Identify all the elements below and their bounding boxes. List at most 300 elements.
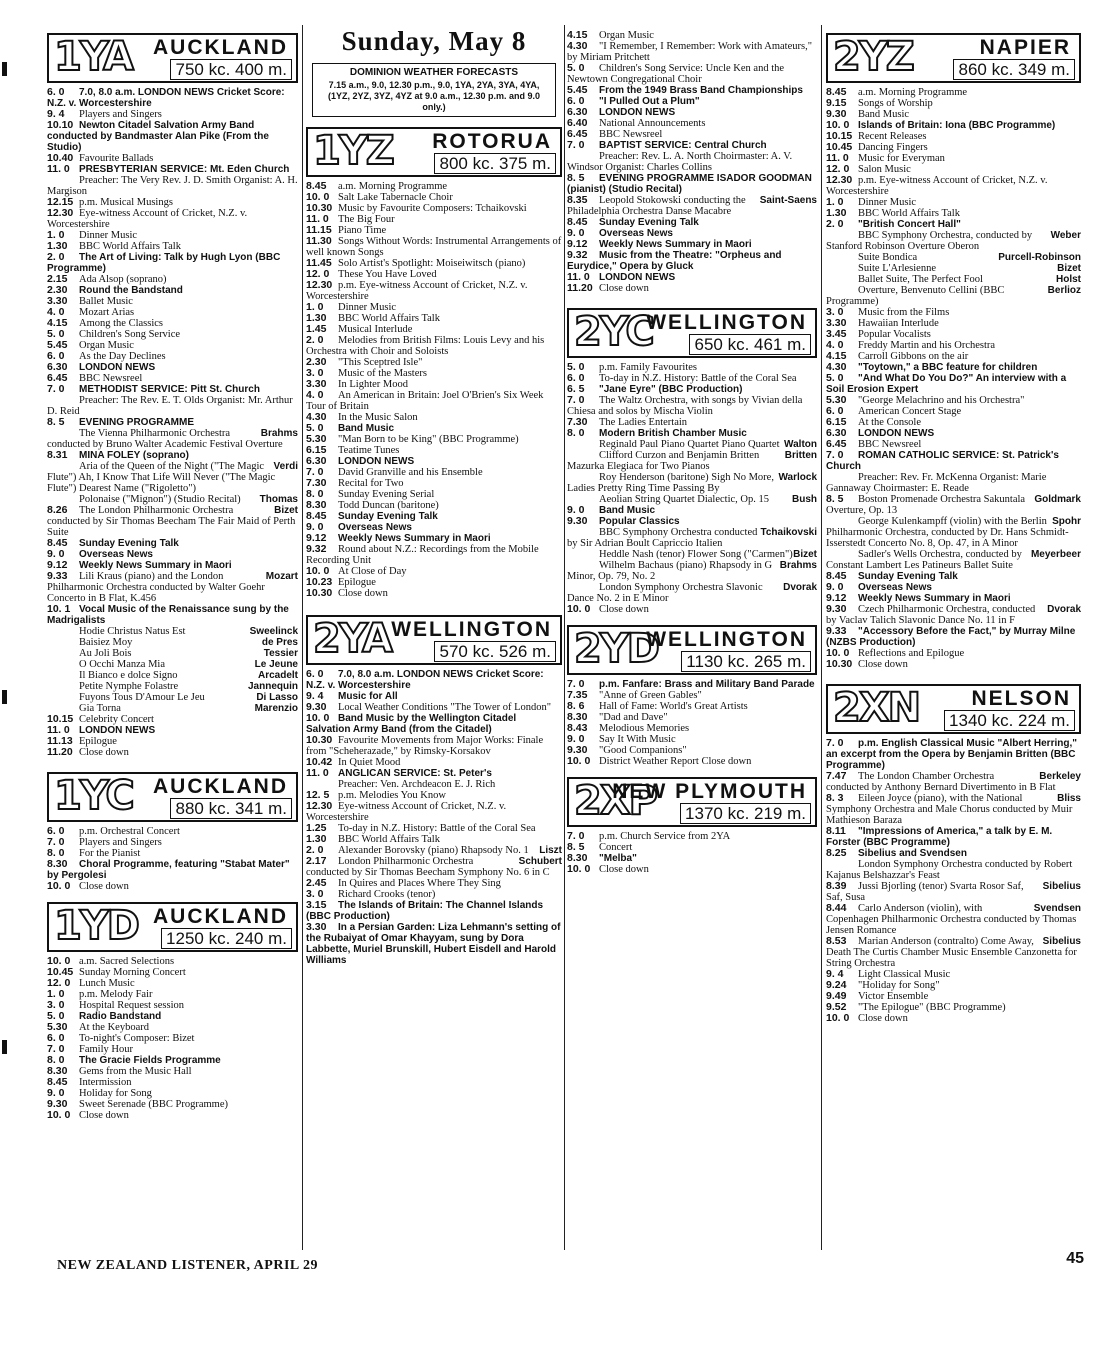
- programme-title: Popular Vocalists: [858, 329, 931, 340]
- composer-name: Arcadelt: [257, 670, 298, 681]
- programme-title: "Man Born to be King" (BBC Programme): [338, 434, 519, 445]
- composer-name: Sibelius: [1042, 936, 1081, 947]
- programme-item: [306, 258, 562, 269]
- programme-time: 8.45: [47, 537, 68, 549]
- programme-title: Aria of the Queen of the Night ("The Magic Flute") Ah, I Know That Life Will Never ("The Magic Flute") Dearest Name ("Rigoletto"): [47, 461, 276, 494]
- programme-item: [826, 351, 1081, 362]
- station-frequency: 1130 kc. 265 m.: [681, 651, 811, 672]
- programme-item: [826, 593, 1081, 604]
- programme-title: As the Day Declines: [79, 351, 166, 362]
- programme-title: BBC Newsreel: [79, 373, 143, 384]
- programme-item: [306, 834, 562, 845]
- programme-item: [567, 527, 817, 549]
- station-call-sign: 2XN: [833, 685, 920, 731]
- programme-item: [47, 494, 298, 505]
- programme-time: 6.15: [826, 416, 847, 428]
- programme-time: 7. 0: [47, 836, 65, 848]
- programme-title: "Good Companions": [599, 745, 687, 756]
- programme-time: 12. 0: [306, 268, 330, 280]
- programme-time: 8. 0: [567, 427, 585, 439]
- programme-item: [826, 549, 1081, 571]
- programme-title: Dinner Music: [79, 230, 138, 241]
- programme-time: 10. 0: [567, 603, 591, 615]
- programme-item: [826, 969, 1081, 980]
- margin-mark: [2, 690, 7, 704]
- programme-title: "Holiday for Song": [858, 980, 940, 991]
- composer-name: Liszt: [539, 845, 562, 856]
- programme-item: [826, 582, 1081, 593]
- programme-time: 9.32: [306, 543, 327, 555]
- programme-item: [306, 691, 562, 702]
- programme-title: An American in Britain: Joel O'Brien's Six Week Tour of Britain: [306, 390, 544, 412]
- programme-time: 4.15: [826, 350, 847, 362]
- programme-time: 8. 3: [826, 792, 844, 804]
- programme-time: 10. 0: [567, 755, 591, 767]
- programme-time: 9.33: [826, 625, 847, 637]
- programme-item: [567, 63, 817, 85]
- programme-time: 10.30: [306, 734, 333, 746]
- programme-title: Preacher: Rev. Fr. McKenna Organist: Marie Gannaway Choirmaster: E. Reade: [826, 472, 1047, 494]
- programme-title: "Melba": [599, 853, 637, 864]
- programme-item: [826, 340, 1081, 351]
- programme-title: p.m. Eye-witness Account of Cricket, N.Z. v. Worcestershire: [306, 280, 528, 302]
- programme-title: Celebrity Concert: [79, 714, 154, 725]
- programme-title: Weekly News Summary in Maori: [79, 560, 232, 571]
- programme-title: O Occhi Manza Mia: [79, 659, 166, 670]
- column-4: [826, 30, 1081, 1024]
- programme-item: [306, 456, 562, 467]
- programme-time: 9.15: [826, 97, 847, 109]
- programme-time: 5. 0: [47, 1010, 65, 1022]
- programme-title: Children's Song Service: [79, 329, 181, 340]
- programme-item: [826, 252, 1081, 263]
- programme-time: 8. 0: [47, 847, 65, 859]
- programme-title: Il Bianco e dolce Signo: [79, 670, 178, 681]
- programme-item: [306, 702, 562, 713]
- programme-title: Radio Bandstand: [79, 1011, 162, 1022]
- programme-title: Favourite Movements from Major Works: Finale from "Scheherazade," by Rimsky-Korsakov: [306, 735, 544, 757]
- station-header-2xp: [567, 777, 817, 827]
- programme-time: 10. 0: [306, 712, 330, 724]
- programme-item: [47, 153, 298, 164]
- composer-name: Tessier: [263, 648, 298, 659]
- programme-time: 4.30: [567, 40, 588, 52]
- programme-item: [567, 842, 817, 853]
- programme-title: p.m. Melodies You Know: [338, 790, 446, 801]
- programme-item: [306, 368, 562, 379]
- programme-item: [567, 604, 817, 615]
- programme-item: [826, 87, 1081, 98]
- programme-item: [826, 1013, 1081, 1024]
- programme-title: At the Console: [858, 417, 921, 428]
- station-header-1yd: [47, 902, 298, 952]
- programme-time: 10. 0: [826, 119, 850, 131]
- station-frequency: 1250 kc. 240 m.: [161, 928, 292, 949]
- programme-time: 7.30: [567, 416, 588, 428]
- programme-title: In Lighter Mood: [338, 379, 408, 390]
- programme-time: 4.30: [826, 361, 847, 373]
- programme-title: BBC World Affairs Talk: [79, 241, 181, 252]
- publication-footer: NEW ZEALAND LISTENER, APRIL 29: [57, 1258, 318, 1273]
- programme-list-1yd: [47, 956, 298, 1121]
- programme-time: 6.30: [47, 361, 68, 373]
- programme-title: Gems from the Music Hall: [79, 1066, 192, 1077]
- composer-name: Dvorak: [1047, 604, 1081, 615]
- programme-title: Jussi Bjorling (tenor) Svarta Rosor Saf, Saf, Susa: [826, 881, 1024, 903]
- programme-time: 10.30: [306, 202, 333, 214]
- composer-name: Tchaikovski: [760, 527, 817, 538]
- programme-title: Suite L'Arlesienne: [858, 263, 936, 274]
- composer-name: Brahms: [260, 428, 298, 439]
- programme-item: [47, 736, 298, 747]
- programme-time: 6. 5: [567, 383, 585, 395]
- programme-item: [47, 1033, 298, 1044]
- programme-title: These You Have Loved: [338, 269, 437, 280]
- programme-time: 3.30: [47, 295, 68, 307]
- programme-time: 1.30: [306, 312, 327, 324]
- programme-title: Todd Duncan (baritone): [338, 500, 439, 511]
- programme-item: [567, 679, 817, 690]
- programme-item: [306, 313, 562, 324]
- programme-list-2xn: [826, 738, 1081, 1024]
- programme-title: Players and Singers: [79, 837, 162, 848]
- programme-time: 11. 0: [47, 724, 70, 736]
- column-rule: [564, 25, 565, 1250]
- programme-item: [47, 1088, 298, 1099]
- station-header-2yz: [826, 33, 1081, 83]
- programme-time: 8.30: [47, 858, 68, 870]
- programme-title: LONDON NEWS: [599, 107, 676, 118]
- programme-item: [826, 307, 1081, 318]
- programme-title: Teatime Tunes: [338, 445, 400, 456]
- programme-item: [47, 120, 298, 153]
- programme-time: 2. 0: [826, 218, 844, 230]
- composer-name: Meyerbeer: [1030, 549, 1081, 560]
- programme-time: 11. 0: [567, 271, 590, 283]
- programme-item: [567, 472, 817, 494]
- programme-item: [826, 175, 1081, 197]
- programme-title: In the Music Salon: [338, 412, 418, 423]
- programme-item: [47, 837, 298, 848]
- programme-item: [826, 859, 1081, 881]
- programme-time: 11. 0: [306, 213, 329, 225]
- programme-time: 8.45: [567, 216, 588, 228]
- programme-time: 10.42: [306, 756, 333, 768]
- programme-item: [826, 771, 1081, 793]
- programme-time: 12. 0: [47, 977, 71, 989]
- programme-time: 5.30: [306, 433, 327, 445]
- programme-time: 7. 0: [826, 737, 844, 749]
- programme-time: 8.45: [306, 510, 327, 522]
- programme-item: [306, 214, 562, 225]
- programme-item: [567, 384, 817, 395]
- programme-time: 9.52: [826, 1001, 847, 1013]
- programme-time: 10. 0: [47, 1109, 71, 1121]
- station-header-2xn: [826, 684, 1081, 734]
- programme-time: 8.30: [306, 499, 327, 511]
- programme-title: BBC World Affairs Talk: [338, 834, 440, 845]
- programme-title: Lunch Music: [79, 978, 135, 989]
- programme-item: [306, 566, 562, 577]
- programme-time: 9.30: [826, 108, 847, 120]
- programme-time: 6. 0: [306, 668, 324, 680]
- programme-item: [567, 712, 817, 723]
- programme-item: [567, 560, 817, 582]
- programme-title: "Toytown," a BBC feature for children: [858, 362, 1038, 373]
- programme-time: 11. 0: [826, 152, 849, 164]
- programme-item: [826, 980, 1081, 991]
- programme-title: Sunday Evening Talk: [858, 571, 958, 582]
- programme-title: a.m. Morning Programme: [338, 181, 448, 192]
- programme-time: 10. 0: [826, 1012, 850, 1024]
- programme-time: 3. 0: [47, 999, 65, 1011]
- programme-title: Close down: [79, 747, 129, 758]
- programme-title: To-night's Composer: Bizet: [79, 1033, 195, 1044]
- programme-time: 12.30: [306, 800, 333, 812]
- programme-title: Petite Nymphe Folastre: [79, 681, 179, 692]
- programme-item: [47, 859, 298, 881]
- programme-list-2xp: [567, 831, 817, 875]
- programme-title: "The Epilogue" (BBC Programme): [858, 1002, 1006, 1013]
- programme-item: [47, 241, 298, 252]
- composer-name: Verdi: [273, 461, 298, 472]
- composer-name: Britten: [784, 450, 817, 461]
- programme-time: 2. 0: [47, 251, 65, 263]
- programme-title: Music from the Films: [858, 307, 950, 318]
- programme-title: Close down: [338, 588, 388, 599]
- composer-name: Holst: [1056, 274, 1081, 285]
- programme-item: [826, 395, 1081, 406]
- programme-title: Songs Without Words: Instrumental Arrangements of well known Songs: [306, 236, 562, 258]
- programme-title: Sunday Evening Talk: [599, 217, 699, 228]
- programme-title: BBC World Affairs Talk: [338, 313, 440, 324]
- programme-title: Suite Bondica: [858, 252, 918, 263]
- programme-title: Overseas News: [858, 582, 932, 593]
- programme-title: London Symphony Orchestra conducted by Robert Kajanus Belshazzar's Feast: [826, 859, 1073, 881]
- programme-time: 11.20: [47, 746, 73, 758]
- programme-time: 11.30: [306, 235, 332, 247]
- programme-item: [47, 549, 298, 560]
- programme-item: [47, 956, 298, 967]
- programme-list-2yz: [826, 87, 1081, 670]
- programme-item: [47, 307, 298, 318]
- programme-item: [826, 494, 1081, 516]
- programme-item: [826, 98, 1081, 109]
- programme-item: [47, 538, 298, 549]
- programme-title: The Waltz Orchestra, with songs by Vivian della Chiesa and solos by Mischa Violin: [567, 395, 803, 417]
- programme-item: [306, 713, 562, 735]
- programme-time: 9.24: [826, 979, 847, 991]
- programme-title: Sweet Serenade (BBC Programme): [79, 1099, 229, 1110]
- composer-name: Walton: [784, 439, 817, 450]
- programme-item: [47, 989, 298, 1000]
- programme-time: 6. 0: [567, 372, 585, 384]
- programme-title: Round about N.Z.: Recordings from the Mobile Recording Unit: [306, 544, 539, 566]
- programme-title: Music for Everyman: [858, 153, 945, 164]
- programme-time: 1.30: [47, 240, 68, 252]
- programme-time: 4. 0: [306, 389, 324, 401]
- programme-item: [47, 274, 298, 285]
- programme-time: 1.30: [826, 207, 847, 219]
- programme-time: 7.47: [826, 770, 847, 782]
- programme-title: BBC Symphony Orchestra, conducted by Stanford Robinson Overture Oberon: [826, 230, 1033, 252]
- programme-title: Favourite Ballads: [79, 153, 154, 164]
- programme-title: MINA FOLEY (soprano): [79, 450, 189, 461]
- programme-item: [826, 197, 1081, 208]
- programme-title: To-day in N.Z. History: Battle of the Coral Sea: [599, 373, 797, 384]
- programme-title: At the Keyboard: [79, 1022, 149, 1033]
- station-frequency: 570 kc. 526 m.: [434, 641, 556, 662]
- programme-time: 8.45: [826, 86, 847, 98]
- programme-title: p.m. Orchestral Concert: [79, 826, 180, 837]
- programme-title: Music by Favourite Composers: Tchaikovski: [338, 203, 527, 214]
- programme-item: [826, 604, 1081, 626]
- programme-item: [567, 107, 817, 118]
- programme-time: 11.15: [306, 224, 332, 236]
- programme-item: [47, 648, 298, 659]
- programme-item: [306, 324, 562, 335]
- programme-title: "Anne of Green Gables": [599, 690, 702, 701]
- column-3: [567, 30, 817, 875]
- programme-title: In Quires and Places Where They Sing: [338, 878, 501, 889]
- programme-title: Freddy Martin and his Orchestra: [858, 340, 996, 351]
- programme-item: [306, 280, 562, 302]
- programme-time: 3.30: [826, 317, 847, 329]
- programme-item: [306, 225, 562, 236]
- station-call-sign: 1YZ: [313, 128, 393, 174]
- programme-time: 9.12: [567, 238, 588, 250]
- programme-time: 8. 0: [47, 1054, 65, 1066]
- programme-item: [567, 41, 817, 63]
- programme-time: 3.30: [306, 921, 327, 933]
- programme-time: 8.30: [567, 711, 588, 723]
- programme-title: LONDON NEWS: [599, 272, 676, 283]
- programme-title: Concert: [599, 842, 633, 853]
- programme-title: Dancing Fingers: [858, 142, 928, 153]
- programme-time: 7. 0: [47, 1043, 65, 1055]
- programme-title: David Granville and his Ensemble: [338, 467, 483, 478]
- programme-item: [826, 318, 1081, 329]
- programme-item: [306, 801, 562, 823]
- programme-time: 4.30: [306, 411, 327, 423]
- programme-time: 2.30: [306, 356, 327, 368]
- programme-time: 2. 0: [306, 334, 324, 346]
- programme-item: [47, 681, 298, 692]
- programme-title: Choral Programme, featuring "Stabat Mater" by Pergolesi: [47, 859, 290, 881]
- programme-item: [47, 692, 298, 703]
- programme-item: [47, 725, 298, 736]
- programme-item: [47, 428, 298, 450]
- programme-time: 8. 0: [306, 488, 324, 500]
- programme-item: [306, 768, 562, 779]
- programme-title: Melodies from British Films: Louis Levy and his Orchestra with Choir and Soloists: [306, 335, 545, 357]
- programme-title: Sunday Evening Talk: [79, 538, 179, 549]
- composer-name: Saint-Saens: [759, 195, 817, 206]
- programme-time: 8.44: [826, 902, 847, 914]
- programme-item: [826, 1002, 1081, 1013]
- programme-title: Say It With Music: [599, 734, 676, 745]
- programme-title: Heddle Nash (tenor) Flower Song ("Carmen"): [599, 549, 793, 560]
- programme-time: 9.30: [306, 701, 327, 713]
- programme-item: [47, 450, 298, 461]
- programme-list-1ya: [47, 87, 298, 758]
- programme-title: Hodie Christus Natus Est: [79, 626, 186, 637]
- programme-title: Hall of Fame: World's Great Artists: [599, 701, 748, 712]
- programme-item: [306, 922, 562, 966]
- programme-item: [306, 878, 562, 889]
- programme-title: LONDON NEWS: [79, 725, 156, 736]
- station-header-2yd: [567, 625, 817, 675]
- programme-title: Fuyons Tous D'Amour Le Jeu: [79, 692, 205, 703]
- programme-title: Sunday Evening Serial: [338, 489, 435, 500]
- programme-time: 9.33: [47, 570, 68, 582]
- programme-time: 6. 0: [47, 825, 65, 837]
- station-call-sign: 1YC: [54, 773, 133, 819]
- programme-time: 10.30: [826, 658, 853, 670]
- programme-time: 8.45: [47, 1076, 68, 1088]
- programme-item: [47, 1000, 298, 1011]
- programme-item: [826, 626, 1081, 648]
- programme-title: Baisiez Moy: [79, 637, 133, 648]
- programme-title: To-day in N.Z. History: Battle of the Coral Sea: [338, 823, 536, 834]
- programme-title: The Islands of Britain: The Channel Islands (BBC Production): [306, 900, 544, 922]
- programme-title: Au Joli Bois: [79, 648, 132, 659]
- programme-item: [826, 450, 1081, 472]
- programme-item: [567, 745, 817, 756]
- programme-item: [826, 219, 1081, 230]
- programme-item: [306, 856, 562, 878]
- programme-time: 9. 0: [306, 521, 324, 533]
- programme-item: [826, 648, 1081, 659]
- programme-item: [47, 1055, 298, 1066]
- programme-title: Musical Interlude: [338, 324, 413, 335]
- programme-item: [567, 450, 817, 472]
- programme-item: [306, 379, 562, 390]
- programme-title: London Philharmonic Orchestra conducted by Sir Thomas Beecham Symphony No. 6 in C: [306, 856, 550, 878]
- programme-title: Among the Classics: [79, 318, 163, 329]
- programme-title: Band Music: [599, 505, 656, 516]
- programme-title: "George Melachrino and his Orchestra": [858, 395, 1025, 406]
- programme-item: [306, 522, 562, 533]
- programme-title: p.m. Musical Musings: [79, 197, 173, 208]
- programme-item: [306, 845, 562, 856]
- programme-title: 7.0, 8.0 a.m. LONDON NEWS Cricket Score: N.Z. v. Worcestershire: [47, 87, 285, 109]
- programme-item: [567, 118, 817, 129]
- programme-time: 9. 0: [826, 581, 844, 593]
- programme-item: [567, 250, 817, 272]
- programme-item: [306, 192, 562, 203]
- programme-time: 8.53: [826, 935, 847, 947]
- station-frequency: 1340 kc. 224 m.: [944, 710, 1075, 731]
- programme-time: 5. 0: [826, 372, 844, 384]
- programme-item: [47, 384, 298, 395]
- programme-title: Salon Music: [858, 164, 911, 175]
- station-city: WELLINGTON: [391, 618, 552, 641]
- programme-item: [47, 296, 298, 307]
- station-call-sign: 2YC: [574, 309, 653, 355]
- programme-time: 5. 0: [567, 62, 585, 74]
- programme-time: 8.11: [826, 825, 846, 837]
- programme-title: Close down: [599, 283, 649, 294]
- programme-title: Victor Ensemble: [858, 991, 929, 1002]
- programme-title: The Gracie Fields Programme: [79, 1055, 221, 1066]
- programme-time: 5.30: [826, 394, 847, 406]
- programme-item: [826, 120, 1081, 131]
- programme-item: [47, 670, 298, 681]
- programme-title: PRESBYTERIAN SERVICE: Mt. Eden Church: [79, 164, 290, 175]
- programme-time: 4.15: [47, 317, 68, 329]
- programme-item: [567, 864, 817, 875]
